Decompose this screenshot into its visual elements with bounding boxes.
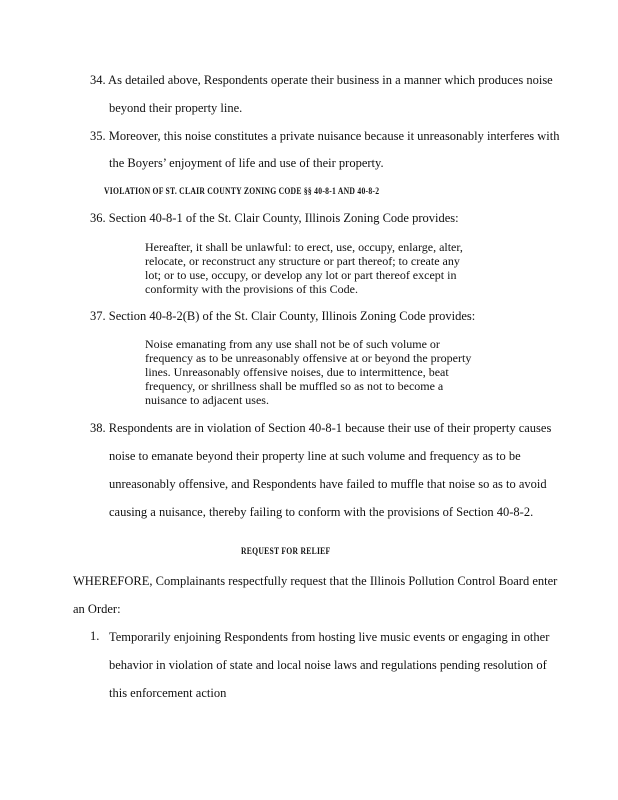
- relief-item-line: this enforcement action: [109, 686, 227, 700]
- paragraph-34-line-1: 34. As detailed above, Respondents operate their business in a manner which produces noise: [90, 73, 553, 87]
- paragraph-38-line-4: causing a nuisance, thereby failing to conform with the provisions of Section 40-8-2.: [109, 505, 534, 519]
- paragraph-34-line-2: beyond their property line.: [109, 101, 243, 115]
- paragraph-38-line-3: unreasonably offensive, and Respondents have failed to muffle that noise so as to avoid: [109, 477, 547, 491]
- quote-line: lines. Unreasonably offensive noises, due to intermittence, beat: [145, 365, 449, 379]
- block-quote-40-8-1: [145, 240, 463, 296]
- section-heading-violation: VIOLATION OF ST. CLAIR COUNTY ZONING CODE §§ 40-8-1 AND 40-8-2: [104, 186, 380, 196]
- quote-line: lot; or to use, occupy, or develop any lot or part thereof except in: [145, 268, 457, 282]
- quote-line: frequency as to be unreasonably offensive at or beyond the property: [145, 351, 472, 365]
- quote-line: frequency, or shrillness shall be muffled so as not to become a: [145, 379, 444, 393]
- wherefore-line-1: WHEREFORE, Complainants respectfully request that the Illinois Pollution Control Board enter: [73, 574, 558, 588]
- relief-item-line: behavior in violation of state and local noise laws and regulations pending resolution of: [109, 658, 547, 672]
- paragraph-37-line-1: 37. Section 40-8-2(B) of the St. Clair County, Illinois Zoning Code provides:: [90, 309, 476, 323]
- paragraph-35-line-1: 35. Moreover, this noise constitutes a private nuisance because it unreasonably interferes with: [90, 129, 560, 143]
- relief-item-line: Temporarily enjoining Respondents from hosting live music events or engaging in other: [109, 630, 550, 644]
- paragraph-38-line-1: 38. Respondents are in violation of Section 40-8-1 because their use of their property causes: [90, 421, 552, 435]
- quote-line: conformity with the provisions of this Code.: [145, 282, 358, 296]
- block-quote-40-8-2: [145, 337, 471, 407]
- paragraph-36-line-1: 36. Section 40-8-1 of the St. Clair County, Illinois Zoning Code provides:: [90, 211, 459, 225]
- paragraph-38-line-2: noise to emanate beyond their property line at such volume and frequency as to be: [109, 449, 521, 463]
- paragraph-35-line-2: the Boyers’ enjoyment of life and use of their property.: [109, 156, 384, 170]
- quote-line: relocate, or reconstruct any structure or part thereof; to create any: [145, 254, 460, 268]
- wherefore-line-2: an Order:: [73, 602, 121, 616]
- quote-line: Noise emanating from any use shall not be of such volume or: [145, 337, 440, 351]
- quote-line: Hereafter, it shall be unlawful: to erect, use, occupy, enlarge, alter,: [145, 240, 463, 254]
- quote-line: nuisance to adjacent uses.: [145, 393, 269, 407]
- relief-item-number: 1.: [90, 629, 100, 643]
- section-heading-request-for-relief: REQUEST FOR RELIEF: [241, 546, 331, 556]
